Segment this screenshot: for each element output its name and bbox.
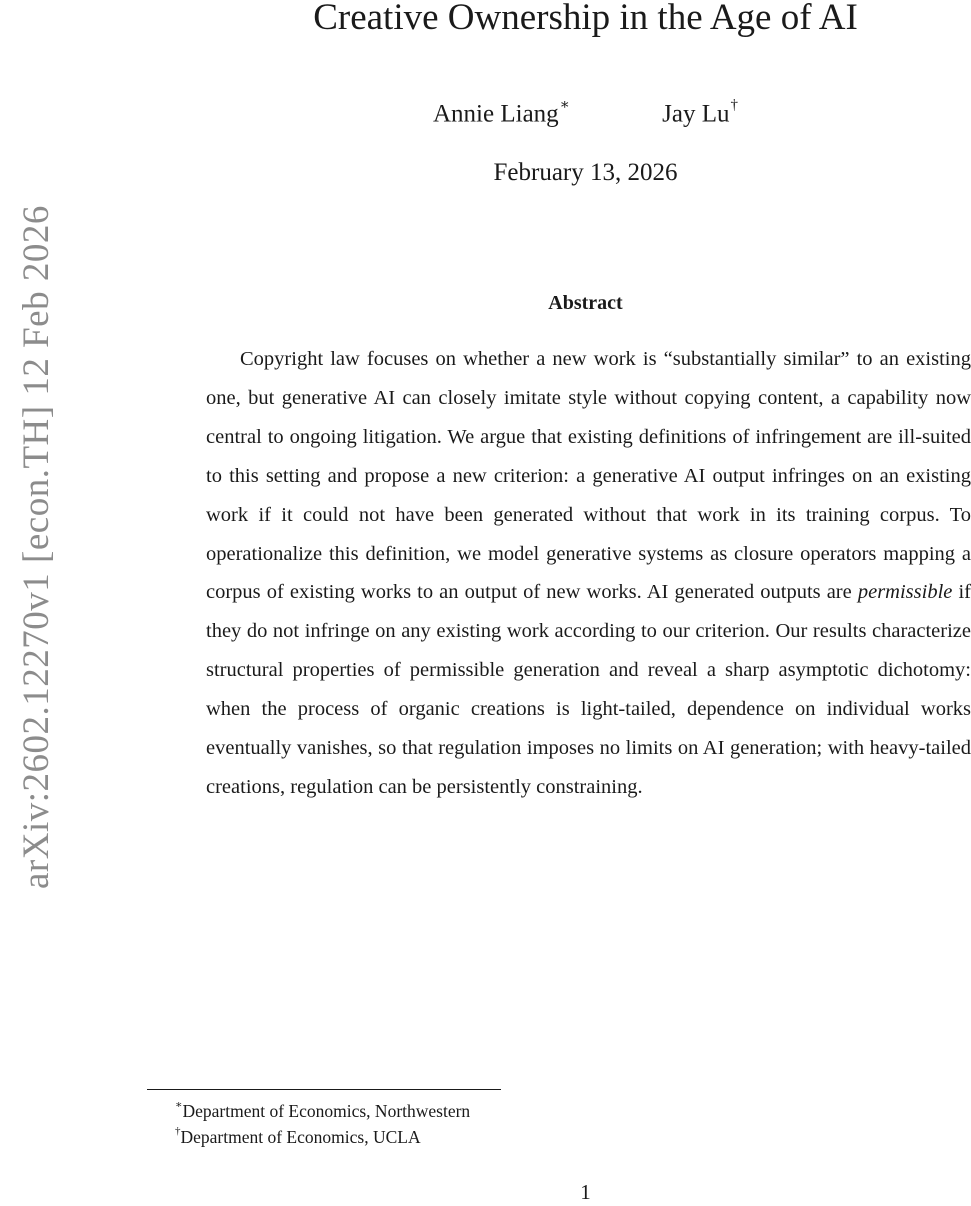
- abstract-italic-term: permissible: [857, 581, 953, 604]
- abstract-heading: Abstract: [548, 292, 623, 314]
- abstract-text-part-1: Copyright law focuses on whether a new work is “substantially similar” to an existing one, but generative AI can closely imitate style without copying content, a capability now central to ongoing litigation. We argue that existing definitions of infringement are ill-suited to this setting and propose a new criterion: a generative AI output infringes on an existing work if it could not have been generated without that work in its training corpus. To operationalize this definition, we model generative systems as closure operators mapping a corpus of existing works to an output of new works. AI generated outputs are: [206, 348, 971, 604]
- footnote-affiliation-liang: [175, 1095, 470, 1123]
- paper-date: February 13, 2026: [493, 159, 678, 186]
- abstract-text-part-2: if they do not infringe on any existing work according to our criterion. Our results characterize structural properties of permissible generation and reveal a sharp asymptotic dichotomy: when the process of organic creations is light-tailed, dependence on individual works eventually vanishes, so that regulation imposes no limits on AI generation; with heavy-tailed creations, regulation can be persistently constraining.: [206, 581, 971, 798]
- footnote-divider: [147, 1089, 501, 1090]
- author-annie-liang: [433, 92, 570, 130]
- author-footnote-mark: ∗: [559, 97, 570, 113]
- author-name: Jay Lu: [662, 100, 730, 128]
- footnote-text: Department of Economics, Northwestern: [182, 1100, 471, 1121]
- author-jay-lu: [662, 92, 738, 130]
- footnote-affiliation-lu: [175, 1121, 421, 1149]
- footnote-mark: ∗: [175, 1099, 183, 1111]
- paper-title: Creative Ownership in the Age of AI: [313, 0, 858, 38]
- page-number: 1: [580, 1180, 591, 1204]
- arxiv-identifier-stamp: arXiv:2602.12270v1 [econ.TH] 12 Feb 2026: [16, 205, 57, 889]
- footnote-text: Department of Economics, UCLA: [180, 1126, 421, 1147]
- author-name: Annie Liang: [433, 100, 559, 128]
- author-footnote-mark: †: [730, 97, 738, 113]
- footnote-mark: †: [175, 1125, 181, 1137]
- abstract-text: [206, 340, 971, 807]
- author-list: [200, 92, 971, 130]
